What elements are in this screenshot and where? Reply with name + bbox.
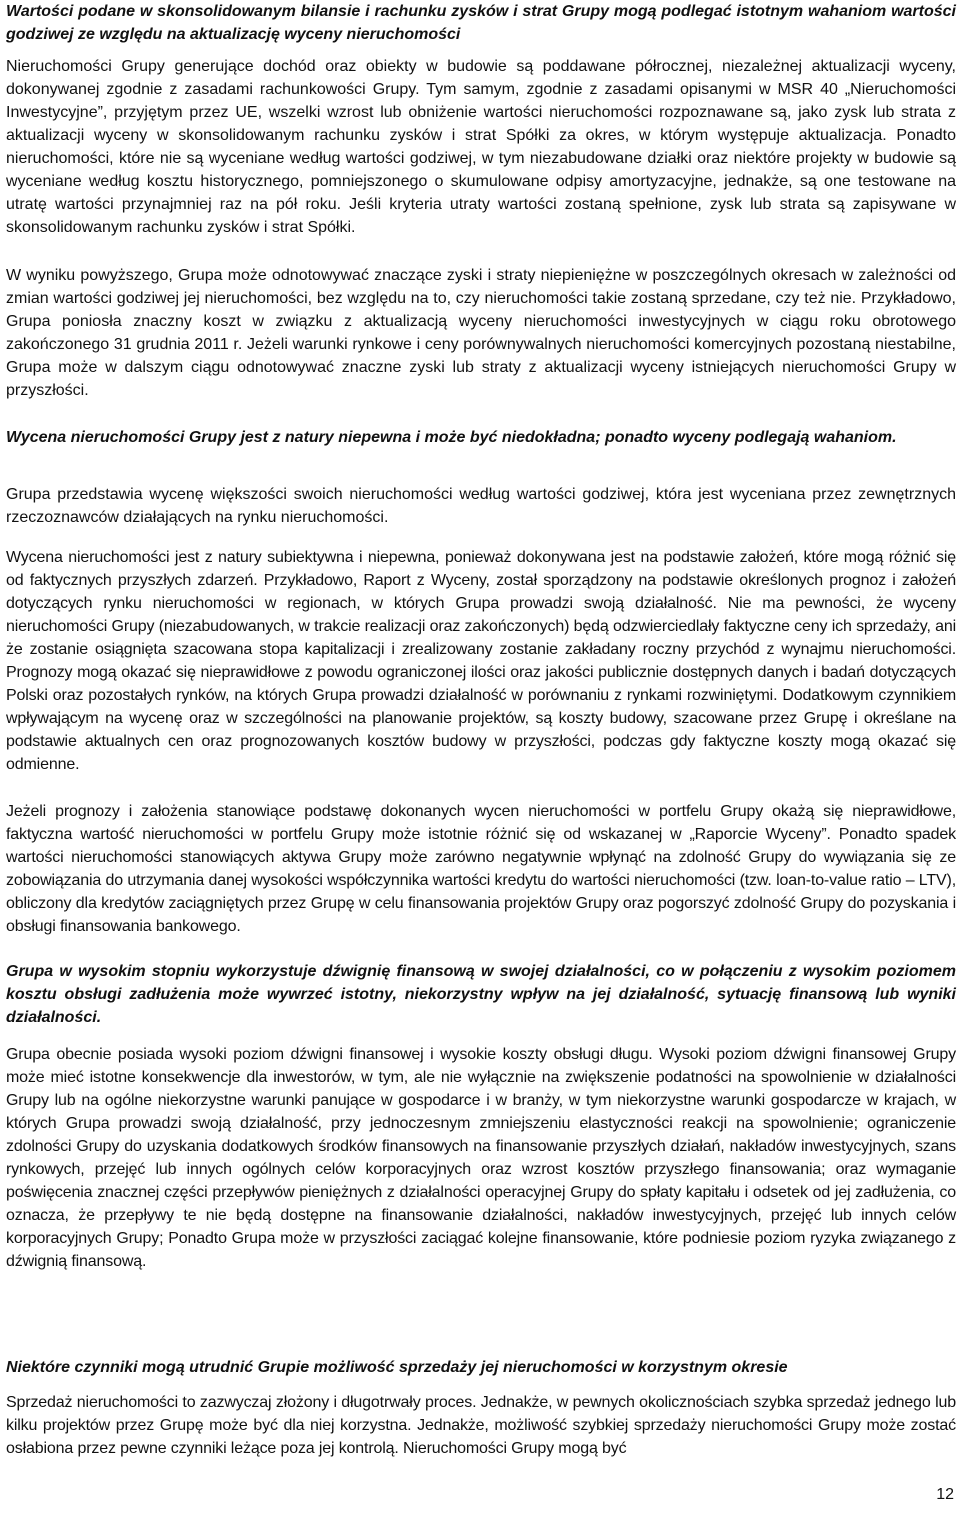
paragraph-revaluation-policy: Nieruchomości Grupy generujące dochód oraz obiekty w budowie są poddawane półrocznej, niezależnej aktualizacji wyceny, dokonywanej zgodnie z zasadami rachunkowości Grupy. Tym samym, zgodnie z zasadami opisanymi w MSR 40 „Nieruchomości Inwestycyjne”, przyjętym przez UE, wszelki wzrost lub obniżenie wartości nieruchomości rozpoznawane są, jako zysk lub strata z aktualizacji wyceny w skonsolidowanym rachunku zysków i strat Spółki za okres, w którym występuje aktualizacja. Ponadto nieruchomości, które nie są wyceniane według wartości godziwej, w tym niezabudowane działki oraz niektóre projekty w budowie są wyceniane według kosztu historycznego, pomniejszonego o skumulowane odpisy amortyzacyjne, jednakże, są one testowane na utratę wartości przynajmniej raz na pół roku. Jeśli kryteria utraty wartości zostaną spełnione, zysk lub strata są zapisywane w skonsolidowanym rachunku zysków i strat Spółki. [6,58,956,236]
section-heading-revaluation: Wartości podane w skonsolidowanym bilansie i rachunku zysków i strat Grupy mogą podlegać istotnym wahaniom wartości godziwej ze względu na aktualizację wyceny nieruchomości [6,3,956,43]
paragraph-leverage-consequences: Grupa obecnie posiada wysoki poziom dźwigni finansowej i wysokie koszty obsługi długu. Wysoki poziom dźwigni finansowej Grupy może mieć istotne konsekwencje dla inwestorów, w tym, ale nie wyłącznie na zwiększenie podatności na spowolnienie w działalności Grupy lub na ogólne niekorzystne warunki panujące w gospodarce i w branży, w tym niekorzystne warunki gospodarcze w krajach, w których Grupa prowadzi swoją działalność, przy jednoczesnym zmniejszeniu elastyczności reakcji na spowolnienie; ograniczenie zdolności Grupy do uzyskania dodatkowych środków finansowych na finansowanie przyszłych działań, nakładów inwestycyjnych, szans rynkowych, przejęć lub innych ogólnych celów korporacyjnych oraz wzrost kosztów przyszłego finansowania; oraz wymaganie poświęcenia znacznej części przepływów pieniężnych z działalności operacyjnej Grupy do spłaty kapitału i odsetek od jej zadłużenia, co oznacza, że przepływy te nie będą dostępne na finansowanie działalności, nakładów inwestycyjnych, przejęć lub innych celów korporacyjnych Grupy; Ponadto Grupa może w przyszłości zaciągać kolejne finansowanie, które podniesie poziom ryzyka związanego z dźwignią finansową. [6,1046,956,1270]
section-heading-leverage: Grupa w wysokim stopniu wykorzystuje dźwignię finansową w swojej działalności, co w połączeniu z wysokim poziomem kosztu obsługi zadłużenia może wywrzeć istotny, niekorzystny wpływ na jej działalność, sytuację finansową lub wyniki działalności. [6,963,956,1026]
paragraph-forecast-errors: Jeżeli prognozy i założenia stanowiące podstawę dokonanych wycen nieruchomości w portfelu Grupy okażą się nieprawidłowe, faktyczna wartość nieruchomości w portfelu Grupy może istotnie różnić się od wskazanej w „Raporcie Wyceny”. Ponadto spadek wartości nieruchomości stanowiących aktywa Grupy może zarówno negatywnie wpłynąć na zdolność Grupy do wywiązania się ze zobowiązania do utrzymania danej wysokości współczynnika wartości kredytu do wartości nieruchomości (tzw. loan-to-value ratio – LTV), obliczony dla kredytów zaciągniętych przez Grupę w celu finansowania projektów Grupy oraz pogorszyć zdolność Grupy do pozyskania i obsługi finansowania bankowego. [6,803,956,935]
paragraph-valuation-subjective: Wycena nieruchomości jest z natury subiektywna i niepewna, ponieważ dokonywana jest na podstawie założeń, które mogą różnić się od faktycznych przyszłych zdarzeń. Przykładowo, Raport z Wyceny, został sporządzony na podstawie określonych prognoz i założeń dotyczących rynku nieruchomości w regionach, w których Grupa prowadzi swoją działalność. Nie ma pewności, że wyceny nieruchomości Grupy (niezabudowanych, w trakcie realizacji oraz zakończonych) będą odzwierciedlały faktyczne ceny ich sprzedaży, ani że zostanie osiągnięta szacowana stopa kapitalizacji i zrealizowany zostanie zakładany roczny przychód z wynajmu nieruchomości. Prognozy mogą okazać się nieprawidłowe z powodu ograniczonej ilości oraz jakości publicznie dostępnych danych i badań dotyczących Polski oraz pozostałych rynków, na których Grupa prowadzi działalność w porównaniu z rynkami rozwiniętymi. Dodatkowym czynnikiem wpływającym na wycenę oraz w szczególności na planowanie projektów, są koszty budowy, szacowane przez Grupę i określane na podstawie aktualnych cen oraz prognozowanych kosztów budowy w przyszłości, podczas gdy faktyczne koszty mogą okazać się odmienne. [6,549,956,773]
paragraph-sale-process: Sprzedaż nieruchomości to zazwyczaj złożony i długotrwały proces. Jednakże, w pewnych okolicznościach szybka sprzedaż jednego lub kilku projektów przez Grupę może być dla niej korzystna. Jednakże, możliwość szybkiej sprzedaży nieruchomości Grupy może zostać osłabiona przez pewne czynniki leżące poza jej kontrolą. Nieruchomości Grupy mogą być [6,1394,956,1457]
paragraph-fair-value-appraisers: Grupa przedstawia wycenę większości swoich nieruchomości według wartości godziwej, która jest wyceniana przez zewnętrznych rzeczoznawców działających na rynku nieruchomości. [6,486,956,526]
page-number: 12 [936,1486,954,1503]
section-heading-valuation-uncertainty: Wycena nieruchomości Grupy jest z natury niepewna i może być niedokładna; ponadto wyceny podlegają wahaniom. [6,429,897,446]
section-heading-sale-timing: Niektóre czynniki mogą utrudnić Grupie możliwość sprzedaży jej nieruchomości w korzystnym okresie [6,1359,788,1376]
paragraph-noncash-gains: W wyniku powyższego, Grupa może odnotowywać znaczące zyski i straty niepieniężne w poszczególnych okresach w zależności od zmian wartości godziwej jej nieruchomości, bez względu na to, czy nieruchomości takie zostaną sprzedane, czy też nie. Przykładowo, Grupa poniosła znaczny koszt w związku z aktualizacją wyceny nieruchomości inwestycyjnych w ciągu roku obrotowego zakończonego 31 grudnia 2011 r. Jeżeli warunki rynkowe i ceny porównywalnych nieruchomości komercyjnych pozostaną niestabilne, Grupa może w dalszym ciągu odnotowywać znaczne zyski lub straty z aktualizacji wyceny istniejących nieruchomości Grupy w przyszłości. [6,267,956,399]
